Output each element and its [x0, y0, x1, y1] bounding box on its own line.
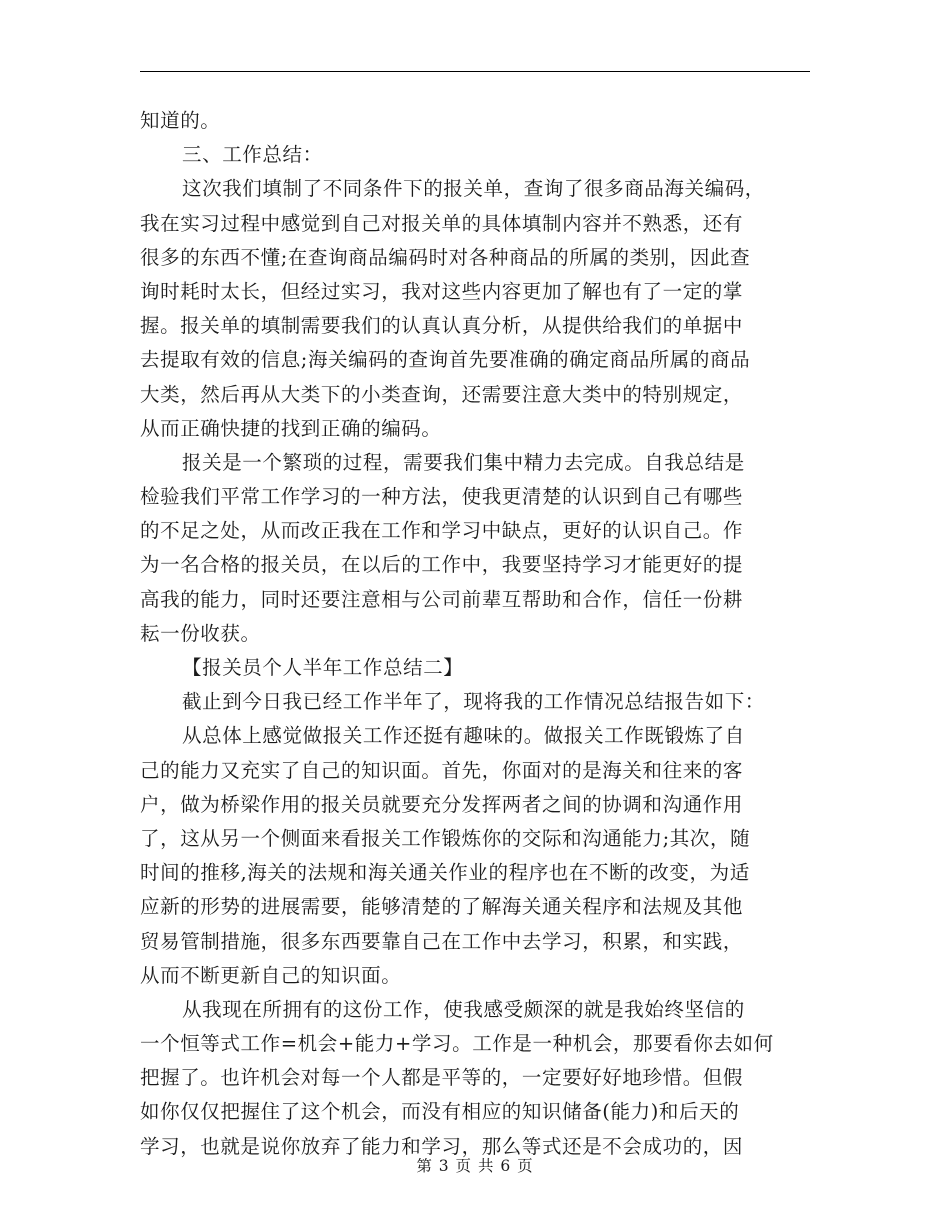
header-rule: [140, 71, 810, 72]
text-line: 去提取有效的信息;海关编码的查询首先要准确的确定商品所属的商品: [140, 348, 751, 372]
text-line: 很多的东西不懂;在查询商品编码时对各种商品的所属的类别，因此查: [140, 245, 751, 269]
text-line: 【报关员个人半年工作总结二】: [182, 656, 464, 679]
text-line: 我在实习过程中感觉到自己对报关单的具体填制内容并不熟悉，还有: [140, 211, 744, 235]
text-line: 如你仅仅把握住了这个机会，而没有相应的知识储备(能力)和后天的: [140, 1100, 740, 1124]
text-line: 从总体上感觉做报关工作还挺有趣味的。做报关工作既锻炼了自: [182, 724, 745, 748]
paragraph: [140, 993, 812, 1164]
text-line: 了，这从另一个侧面来看报关工作锻炼你的交际和沟通能力;其次，随: [140, 826, 751, 850]
document-body: [140, 104, 812, 1164]
text-line: 己的能力又充实了自己的知识面。首先，你面对的是海关和往来的客: [140, 758, 744, 782]
text-line: 高我的能力，同时还要注意相与公司前辈互帮助和合作，信任一份耕: [140, 587, 744, 611]
text-line: 检验我们平常工作学习的一种方法，使我更清楚的认识到自己有哪些: [140, 485, 744, 509]
text-line: 户，做为桥梁作用的报关员就要充分发挥两者之间的协调和沟通作用: [140, 792, 744, 816]
text-line: 从而正确快捷的找到正确的编码。: [140, 416, 442, 440]
text-line: 握。报关单的填制需要我们的认真认真分析，从提供给我们的单据中: [140, 314, 744, 338]
text-line: 应新的形势的进展需要，能够清楚的了解海关通关程序和法规及其他: [140, 895, 744, 919]
text-line: 报关是一个繁琐的过程，需要我们集中精力去完成。自我总结是: [182, 450, 745, 474]
paragraph: [140, 104, 812, 138]
text-line: 一个恒等式工作=机会+能力+学习。工作是一种机会，那要看你去如何: [140, 1032, 774, 1056]
text-line: 的不足之处，从而改正我在工作和学习中缺点，更好的认识自己。作: [140, 519, 744, 543]
text-line: 截止到今日我已经工作半年了，现将我的工作情况总结报告如下：: [182, 690, 765, 714]
text-line: 为一名合格的报关员，在以后的工作中，我要坚持学习才能更好的提: [140, 553, 744, 577]
paragraph: [140, 719, 812, 993]
text-line: 知道的。: [140, 109, 221, 132]
text-line: 询时耗时太长，但经过实习，我对这些内容更加了解也有了一定的掌: [140, 279, 744, 303]
text-line: 耘一份收获。: [140, 621, 261, 645]
text-line: 学习，也就是说你放弃了能力和学习，那么等式还是不会成功的，因: [140, 1134, 744, 1158]
text-line: 从我现在所拥有的这份工作，使我感受颇深的就是我始终坚信的: [182, 997, 745, 1021]
paragraph: [140, 685, 812, 719]
text-line: 大类，然后再从大类下的小类查询，还需要注意大类中的特别规定，: [140, 382, 744, 406]
paragraph: [140, 446, 812, 651]
paragraph: [140, 651, 812, 685]
text-line: 三、工作总结：: [182, 143, 323, 167]
text-line: 这次我们填制了不同条件下的报关单，查询了很多商品海关编码，: [182, 177, 765, 201]
paragraph: [140, 138, 812, 172]
text-line: 把握了。也许机会对每一个人都是平等的，一定要好好地珍惜。但假: [140, 1066, 744, 1090]
text-line: 贸易管制措施，很多东西要靠自己在工作中去学习，积累，和实践，: [140, 929, 744, 953]
page-footer: 第 3 页 共 6 页: [416, 1157, 534, 1175]
paragraph: [140, 172, 812, 446]
text-line: 从而不断更新自己的知识面。: [140, 963, 402, 987]
text-line: 时间的推移,海关的法规和海关通关作业的程序也在不断的改变，为适: [140, 861, 750, 885]
